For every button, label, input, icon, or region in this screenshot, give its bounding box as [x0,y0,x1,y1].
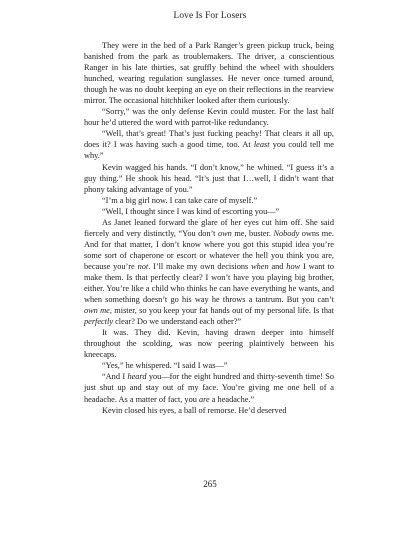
paragraph [84,371,334,404]
italic-text: when [251,261,269,271]
paragraph [84,360,334,371]
text-run: you—for the eight hundred and thirty-seventh time! So just shut up and stay out of my face. You’re giving me one hell of a headache. As a matter of fact, you [84,372,334,404]
text-run: “I’m a big girl now. I can take care of myself.” [102,195,258,205]
italic-text: are [198,394,210,404]
text-run: Kevin closed his eyes, a ball of remorse. He’d deserved [102,405,287,415]
text-run: “And I [102,372,128,382]
text-run: “Well, that’s great! That’s just fucking peachy! That clears it all up, does it? I was having such a good time, too. At [84,129,334,150]
paragraph [84,40,334,106]
text-run: As Janet leaned forward the glare of her eyes cut him off. She said fiercely and very distinctly, “You don’t [84,217,334,238]
paragraph [84,162,334,195]
italic-text: how [286,261,301,271]
text-run: owns me. And for that matter, I don’t know where you got this stupid idea you’re some sort of chaperone or escort or whatever the hell you think you are, because you’re [84,228,334,271]
body-text [84,40,334,416]
italic-text: own me [84,306,110,316]
text-run: I want to make them. Is that perfectly clear? I won’t have you playing big brother, either. You’re like a child who thinks he can have everything he wants, and when something doesn’t go his way he throws a tantrum. But you can’t [84,261,334,305]
text-run: They were in the bed of a Park Ranger’s green pickup truck, being banished from the park as troublemakers. The driver, a conscientious Ranger in his late thirties, sat gruffly behind the wheel with shoulders hunched, wearing regulation sunglasses. He never once turned around, though he was no doubt keeping an eye on their reflections in the rearview mirror. The occasional hitchhiker looked after them curiously. [84,41,334,106]
text-run: . I’ll make my own decisions [148,261,252,271]
text-run: you could tell me why.” [84,140,334,161]
italic-text: not [137,261,149,271]
paragraph [84,106,334,128]
text-run: “Sorry,” was the only defense Kevin could muster. For the last half hour he’d uttered the word with parrot-like redundancy. [84,107,334,128]
text-run: , mister, so you keep your fat hands out of my personal life. Is that [109,306,334,316]
paragraph [84,128,334,161]
text-run: “Yes,” he whispered. “I said I was—” [102,361,228,371]
paragraph [84,195,334,206]
paragraph [84,327,334,360]
italic-text: perfectly [84,317,114,327]
text-run: a headache.” [209,394,255,404]
italic-text: own [218,228,232,238]
paragraph [84,405,334,416]
page-number: 265 [203,479,217,489]
text-run: “Well, I thought since I was kind of escorting you—” [102,206,280,216]
text-run: me, buster. [231,228,274,238]
text-run: Kevin wagged his hands. “I don’t know,” he whined. “I guess it’s a guy thing.” He shook his head. “It’s just that I…well, I didn’t want that phony taking advantage of you.” [84,162,334,194]
running-head: Love Is For Losers [173,11,247,21]
italic-text: least [253,140,270,150]
text-run: It was. They did. Kevin, having drawn deeper into himself throughout the scolding, was now peering plaintively between his kneecaps. [84,328,334,360]
text-run: clear? Do we understand each other?” [113,317,242,327]
text-run: and [268,261,287,271]
paragraph [84,206,334,217]
italic-text: heard [127,372,147,382]
paragraph [84,217,334,327]
italic-text: Nobody [273,228,300,238]
